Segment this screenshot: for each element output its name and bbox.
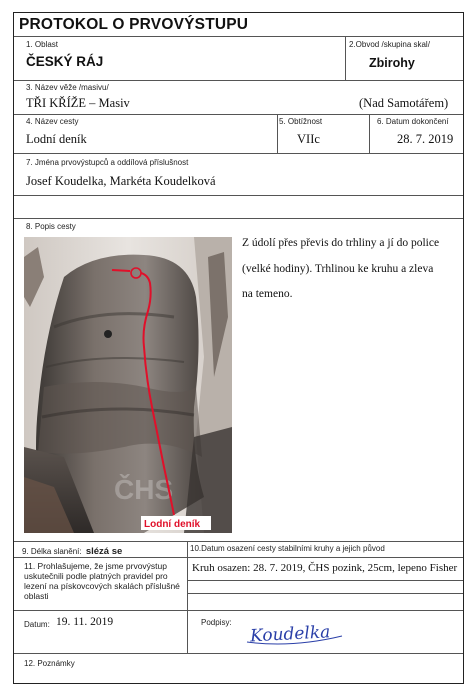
divider xyxy=(345,36,346,80)
protocol-form xyxy=(13,12,464,684)
completion-date-value: 28. 7. 2019 xyxy=(397,132,454,146)
declaration-line: lezení na pískovcových skalách příslušné xyxy=(24,581,180,591)
difficulty-value: VIIc xyxy=(297,132,320,146)
route-name-value: Lodní deník xyxy=(26,132,87,146)
divider xyxy=(187,541,188,610)
description-line: (velké hodiny). Trhlinou ke kruhu a zleva xyxy=(242,262,434,275)
bolts-label: 10.Datum osazení cesty stabilními kruhy a jejich původ xyxy=(190,544,385,553)
district-value: Zbirohy xyxy=(369,56,415,70)
date-value: 19. 11. 2019 xyxy=(56,616,114,628)
divider xyxy=(187,610,188,653)
area-label: 1. Oblast xyxy=(26,40,59,49)
area-value: ČESKÝ RÁJ xyxy=(26,54,104,69)
climbers-label: 7. Jména prvovýstupců a oddílová příslušnost xyxy=(26,158,189,167)
description-line: Z údolí přes převis do trhliny a jí do police xyxy=(242,237,440,249)
photo-label: Lodní deník xyxy=(144,519,201,530)
completion-date-label: 6. Datum dokončení xyxy=(377,117,449,126)
divider xyxy=(14,218,463,219)
divider xyxy=(369,114,370,153)
divider xyxy=(14,80,463,81)
tower-label: 3. Název věže /masivu/ xyxy=(26,83,109,92)
signature xyxy=(242,616,352,650)
signatures-label: Podpisy: xyxy=(201,618,232,627)
divider xyxy=(277,114,278,153)
divider xyxy=(187,580,463,581)
declaration-line: 11. Prohlašujeme, že jsme prvovýstup xyxy=(24,561,167,571)
date-label: Datum: xyxy=(24,620,50,629)
route-photo xyxy=(24,237,232,533)
route-name-label: 4. Název cesty xyxy=(26,117,79,126)
declaration-line: oblasti xyxy=(24,591,49,601)
climbers-value: Josef Koudelka, Markéta Koudelková xyxy=(26,174,216,188)
description-line: na temeno. xyxy=(242,288,293,300)
tower-value: TŘI KŘÍŽE – Masiv xyxy=(26,96,130,110)
divider xyxy=(14,114,463,115)
signature-text: Koudelka xyxy=(249,622,331,647)
district-label: 2.Obvod /skupina skal/ xyxy=(349,40,430,49)
rappel-label xyxy=(22,546,122,557)
declaration xyxy=(24,561,180,601)
difficulty-label: 5. Obtížnost xyxy=(279,117,323,126)
divider xyxy=(14,541,463,542)
watermark: ČHS xyxy=(114,474,174,505)
divider xyxy=(187,593,463,594)
bolts-value: Kruh osazen: 28. 7. 2019, ČHS pozink, 25cm, lepeno Fisher xyxy=(192,562,458,574)
rappel-value: slézá se xyxy=(85,546,123,557)
divider xyxy=(14,153,463,154)
declaration-line: uskutečnili podle platných pravidel pro xyxy=(24,571,168,581)
divider xyxy=(14,653,463,654)
divider xyxy=(14,36,463,37)
route-description-label: 8. Popis cesty xyxy=(26,222,76,231)
rappel-label-text: 9. Délka slanění: xyxy=(22,547,82,556)
divider xyxy=(14,610,463,611)
divider xyxy=(14,195,463,196)
divider xyxy=(14,557,463,558)
notes-label: 12. Poznámky xyxy=(24,659,75,668)
route-description xyxy=(242,231,457,308)
tower-note: (Nad Samotářem) xyxy=(359,96,449,110)
form-title: PROTOKOL O PRVOVÝSTUPU xyxy=(19,16,249,33)
